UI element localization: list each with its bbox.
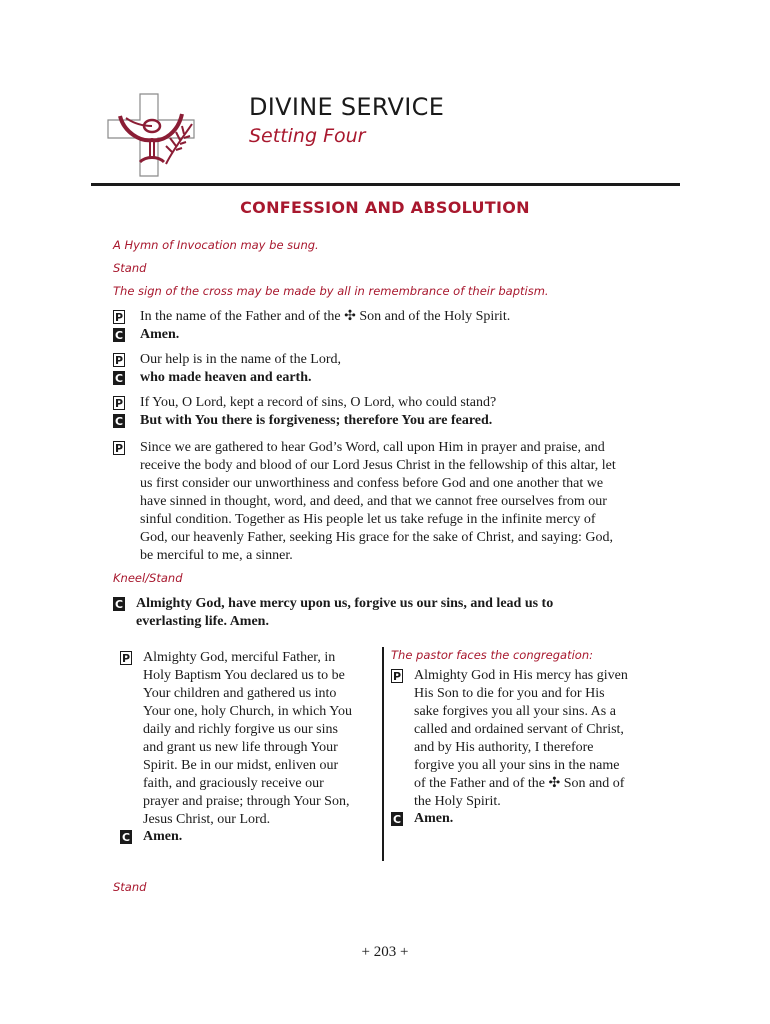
chalice-cross-logo	[106, 92, 198, 178]
prayer-line: Your one, holy Church, in which You	[143, 704, 352, 719]
congregation-badge: C	[114, 415, 124, 428]
pastor-badge: P	[392, 670, 402, 683]
congregation-line: Amen.	[414, 811, 454, 826]
congregation-badge: C	[114, 372, 124, 385]
prayer-line: Almighty God, merciful Father, in	[143, 650, 336, 665]
section-heading: CONFESSION AND ABSOLUTION	[240, 198, 530, 217]
absolution-line: Almighty God in His mercy has given	[414, 668, 628, 683]
absolution-line: forgive you all your sins in the name	[414, 758, 620, 773]
congregation-line: But with You there is forgiveness; therefore You are feared.	[140, 413, 493, 428]
confession-line: Almighty God, have mercy upon us, forgive us our sins, and lead us to	[136, 596, 554, 611]
congregation-line: Amen.	[140, 327, 180, 342]
congregation-line: Amen.	[143, 829, 183, 844]
congregation-badge: C	[114, 329, 124, 342]
absolution-line: sake forgives you all your sins. As a	[414, 704, 616, 719]
pastor-line: Our help is in the name of the Lord,	[140, 352, 342, 367]
page-number: + 203 +	[361, 944, 409, 960]
prayer-line: Jesus Christ, our Lord.	[143, 812, 271, 827]
prayer-line: prayer and praise; through Your Son,	[143, 794, 350, 809]
exhortation-line: have sinned in thought, word, and deed, and that we cannot free ourselves from our	[140, 494, 607, 509]
prayer-line: Holy Baptism You declared us to be	[143, 668, 345, 683]
header-rule	[91, 183, 680, 186]
absolution-line: His Son to die for you and for His	[414, 686, 605, 701]
exhortation-line: God, our heavenly Father, seeking His grace for the sake of Christ, and saying: God,	[140, 530, 613, 545]
pastor-badge: P	[114, 397, 124, 410]
right-column-absolution	[414, 667, 664, 811]
pastor-exhortation	[140, 439, 670, 565]
rubric-kneel-stand: Kneel/Stand	[113, 571, 183, 585]
left-column-prayer	[143, 649, 378, 829]
rubric-sign-of-cross: The sign of the cross may be made by all in remembrance of their baptism.	[113, 284, 549, 298]
rubric-stand: Stand	[113, 261, 147, 275]
page-title: DIVINE SERVICE	[249, 93, 445, 121]
absolution-line: the Holy Spirit.	[414, 794, 501, 809]
exhortation-line: Since we are gathered to hear God’s Word, call upon Him in prayer and praise, and	[140, 440, 605, 455]
exhortation-line: us first consider our unworthiness and confess before God and one another that we	[140, 476, 604, 491]
prayer-line: and grant us new life through Your	[143, 740, 338, 755]
absolution-line: and by His authority, I therefore	[414, 740, 594, 755]
exhortation-line: be merciful to me, a sinner.	[140, 548, 293, 563]
congregation-badge: C	[392, 813, 402, 826]
congregation-badge: C	[121, 831, 131, 844]
congregation-confession	[136, 595, 676, 631]
rubric-pastor-faces: The pastor faces the congregation:	[391, 648, 593, 662]
absolution-line: called and ordained servant of Christ,	[414, 722, 624, 737]
pastor-badge: P	[114, 354, 124, 367]
absolution-line: of the Father and of the ✣ Son and of	[414, 776, 625, 791]
rubric-hymn: A Hymn of Invocation may be sung.	[113, 238, 319, 252]
prayer-line: Spirit. Be in our midst, enliven our	[143, 758, 339, 773]
congregation-line: who made heaven and earth.	[140, 370, 312, 385]
pastor-line: In the name of the Father and of the ✣ Son and of the Holy Spirit.	[140, 309, 511, 324]
pastor-badge: P	[121, 652, 131, 665]
pastor-line: If You, O Lord, kept a record of sins, O Lord, who could stand?	[140, 395, 497, 410]
congregation-badge: C	[114, 598, 124, 611]
pastor-badge: P	[114, 311, 124, 324]
rubric-stand: Stand	[113, 880, 147, 894]
column-divider	[382, 647, 384, 861]
exhortation-line: sinful condition. Together as His people let us take refuge in the infinite mercy of	[140, 512, 596, 527]
prayer-line: Your children and gathered us into	[143, 686, 337, 701]
prayer-line: faith, and graciously receive our	[143, 776, 324, 791]
prayer-line: daily and richly forgive us our sins	[143, 722, 338, 737]
page-subtitle: Setting Four	[249, 125, 366, 147]
exhortation-line: receive the body and blood of our Lord Jesus Christ in the fellowship of this altar, let	[140, 458, 616, 473]
pastor-badge: P	[114, 442, 124, 455]
confession-line: everlasting life. Amen.	[136, 614, 269, 629]
